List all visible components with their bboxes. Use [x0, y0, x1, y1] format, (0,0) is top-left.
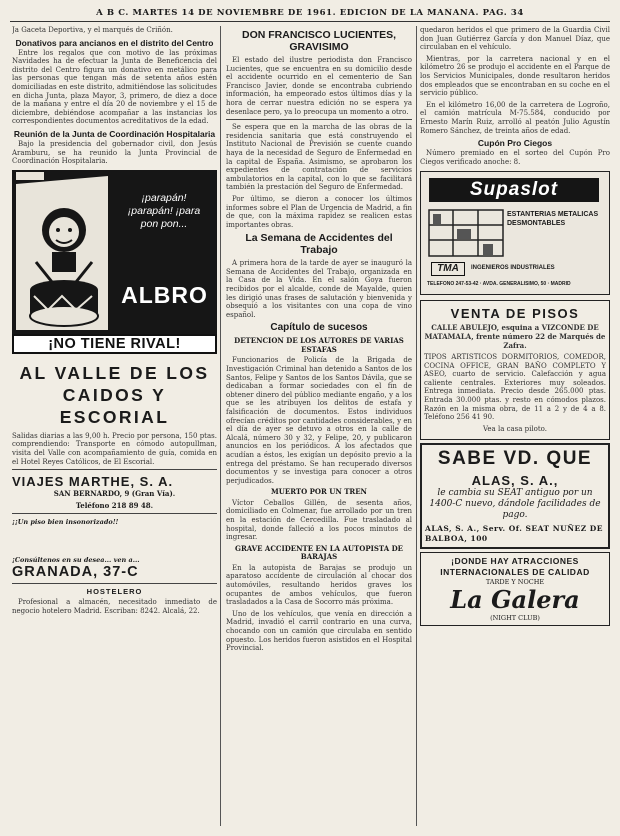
albro-advertisement — [12, 170, 217, 354]
supaslot-advertisement — [420, 171, 610, 295]
divider — [226, 119, 412, 120]
viajes-phone: Teléfono 218 89 48. — [75, 501, 154, 511]
article-title-accidentes: La Semana de Accidentes del Trabajo — [245, 232, 393, 257]
tma-logo: TMA — [431, 262, 465, 276]
galera-time: TARDE Y NOCHE — [485, 578, 545, 587]
article-body: Por último, se dieron a conocer los últimos informes sobre el Plan de Urgencia de Madrid, a fin de que, con la máxima rapidez se realicen estas importantes obras. — [226, 194, 412, 229]
column-rule — [416, 26, 417, 826]
article-tail: Ja Gaceta Deportiva, y el marqués de Criñón. — [12, 26, 173, 34]
subheading-autopista: GRAVE ACCIDENTE EN LA AUTOPISTA DE BARAJAS — [234, 543, 404, 562]
shelving-illustration — [427, 208, 507, 258]
article-body: Mientras, por la carretera nacional y en el kilómetro 26 se produjo el accidente en el Parque de los Servicios Municipales, donde resultaron heridos dos empleados que se encontraban en su coche en el servicio público. — [420, 54, 610, 98]
supaslot-line3: TELEFONO 247-53-42 · AVDA. GENERALISIMO, 50 · MADRID — [427, 281, 571, 288]
divider — [12, 469, 217, 470]
page-header: A B C. MARTES 14 DE NOVIEMBRE DE 1961. EDICION DE LA MAÑANA. PAG. 34 — [10, 8, 610, 22]
article-body: En la autopista de Barajas se produjo un aparatoso accidente de circulación al chocar dos automóviles, resultando heridos graves los ocupantes de ambos vehículos, que fueron trasladados a la Casa de Socorro más próxima. — [226, 563, 412, 607]
albro-jingle: ¡parapán! ¡parapán! ¡para pon pon... — [127, 191, 201, 230]
alas-headline: SABE VD. QUE — [437, 448, 593, 470]
pisos-details: TIPOS ARTISTICOS DORMITORIOS, COMEDOR, COCINA OFFICE, GRAN BAÑO COMPLETO Y ASEO, cuarto de servicio. Calefacción y agua caliente centrales. Exteriores muy soleados. Entrega inmediata. Precio desde 265.000 ptas. Entrada 30.000 ptas. y resto en cómodos plazos. Razón en la misma obra, de 11 a 2 y de 4 a 8. Teléfono 256 41 90. — [424, 353, 606, 422]
supaslot-logo: Supaslot — [429, 178, 599, 202]
alas-name: ALAS, S. A., — [471, 473, 559, 489]
pisos-note: Vea la casa piloto. — [483, 424, 547, 433]
viajes-address: SAN BERNARDO, 9 (Gran Vía). — [53, 489, 176, 499]
alas-footer: ALAS, S. A., Serv. Of. SEAT NUÑEZ DE BALBOA, 100 — [425, 524, 603, 544]
article-body: En el kilómetro 16,00 de la carretera de Logroño, el camión matrícula M-75.584, conducido por Ernesto Marín Ruiz, arrolló al peatón Julio Agustín Romero Sánchez, de treinta años de edad. — [420, 100, 610, 135]
venta-pisos-advertisement — [420, 300, 610, 440]
article-body: Bajo la presidencia del gobernador civil, don Jesús Aramburu, se ha reunido la Junta Provincial de Coordinación Hospitalaria. — [12, 139, 217, 166]
column-1 — [12, 26, 217, 828]
alas-advertisement — [420, 443, 610, 549]
granada-note: ¡Consúltenos en su desea... ven a... — [12, 556, 140, 565]
article-body: Funcionarios de Policía de la Brigada de Investigación Criminal han detenido a Santos de los Santos, Felipe y Santos de los Santos Dávila, que se dedicaban a formar sociedades con el fin de obtener dinero del público mediante engaño, y a los que se les atribuyen los delitos de estafa y falsificación de documentos. Estos individuos ofrecían créditos por cantidades considerables, y en el día de ayer se detuvo a otros en la calle de Alcalá, número 30 y 32, y Felipe, 20, y publicaron anuncios en los periódicos. A los afectados que acudían a éstos, les exigían un depósito previo a la entrega del préstamo. Se han recuperado diversos documentos y se investiga para conocer a otros perjudicados. — [226, 356, 412, 485]
divider — [12, 513, 217, 514]
article-tail: quedaron heridos el que primero de la Guardia Civil don Juan Gutiérrez García y don Manuel Díaz, que circulaban en el vehículo. — [420, 26, 610, 52]
albro-brand: ALBRO — [121, 281, 208, 308]
column-3 — [420, 26, 610, 828]
hostelero-body: Profesional a almacén, necesitado inmediato de negocio hotelero Madrid. Escriban: 8242. Alcalá, 22. — [12, 598, 217, 615]
supaslot-line1: ESTANTERIAS METALICAS DESMONTABLES — [507, 211, 599, 228]
article-body: Se espera que en la marcha de las obras de la residencia sanitaria que está construyendo el Instituto Nacional de Previsión se cuente cuando haya de la necesidad de Seguro de Enfermedad en la capital de España. Asimismo, se aprobaron los expedientes de contratación de servicios ambulatorios en la capital, con lo que se facilitará también la prestación del Seguro de Enfermedad. — [226, 123, 412, 192]
galera-club: (NIGHT CLUB) — [490, 614, 540, 623]
granada-note: ¡¡Un piso bien insonorizado!! — [12, 518, 119, 527]
article-title-junta: Reunión de la Junta de Coordinación Hospitalaria — [13, 128, 216, 139]
alas-text: le cambia su SEAT antiguo por un 1400-C nuevo, dándole facilidades de pago. — [429, 488, 601, 521]
article-body: Víctor Ceballos Gillén, de sesenta años, domiciliado en Colmenar, fue arrollado por un tren en la estación de Cercedilla. Fue trasladado al hospital, donde falleció a los pocos minutos de ingresar. — [226, 498, 412, 542]
supaslot-line2: INGENIEROS INDUSTRIALES — [471, 265, 555, 272]
albro-slogan: ¡NO TIENE RIVAL! — [12, 334, 217, 354]
subheading-estafas: DETENCION DE LOS AUTORES DE VARIAS ESTAFAS — [234, 336, 404, 354]
article-title-cupon: Cupón Pro Ciegos — [477, 138, 553, 149]
granada-name: GRANADA, 37-C — [12, 564, 139, 581]
subheading-tren: MUERTO POR UN TREN — [271, 487, 367, 497]
galera-text: ¡DONDE HAY ATRACCIONES INTERNACIONALES DE CALIDAD — [440, 556, 590, 578]
valle-headline: AL VALLE DE LOS CAIDOS Y ESCORIAL — [19, 362, 210, 427]
article-body: El estado del ilustre periodista don Francisco Lucientes, que se encuentra en su domicilio desde el accidente ocurrido en el cementerio de San Francisco Javier, donde se encontraba cubriendo información, ha empeorado estos últimos días y la hora de cerrar nuestra edición no se espera ya desenlace pero, ya lo preocupa un momento a otro. — [226, 56, 412, 116]
article-title-donativos: Donativos para ancianos en el distrito del Centro — [15, 37, 214, 48]
viajes-name: VIAJES MARTHE, S. A. — [12, 474, 174, 490]
galera-advertisement — [420, 552, 610, 626]
article-body: Entre los regalos que con motivo de las próximas Navidades ha de efectuar la Junta de Beneficencia del distrito del Centro figura un donativo en metálico para las personas que tengan más de setenta años estén domiciliadas en este distrito, admitiéndose las solicitudes en dicha Junta, plaza Mayor, 3, primero, de diez a doce de la mañana y entre el día 20 de noviembre y el 15 de diciembre, debiéndose acompañar a las instancias los correspondientes documentos acreditativos de la edad. — [12, 48, 217, 126]
valle-body: Salidas diarias a las 9,00 h. Precio por persona, 150 ptas. comprendiendo: Transporte en cómodo autopullman, visita del Valle con acompañamiento de guía, comida en el Hotel Reyes Católicos, de El Escorial. — [12, 431, 217, 466]
pisos-title: VENTA DE PISOS — [450, 306, 580, 322]
article-body: A primera hora de la tarde de ayer se inauguró la Semana de Accidentes del Trabajo, organizada en la Casa de la Vida. En el salón Goya fueron recibidos por el alcalde, conde de Mayalde, quien les dirigió unas frases de salutación y bienvenida y obsequió a los visitantes con una copa de vino español. — [226, 259, 412, 319]
galera-name: La Galera — [450, 585, 580, 615]
article-body: Número premiado en el sorteo del Cupón Pro Ciegos verificado anoche: 8. — [420, 149, 610, 166]
pisos-location: CALLE ABULEJO, esquina a VIZCONDE DE MATAMALA, frente número 22 de Marqués de Zafra. — [424, 323, 606, 350]
divider — [12, 583, 217, 584]
column-2 — [226, 26, 412, 828]
hostelero-title: HOSTELERO — [86, 587, 143, 597]
section-title-sucesos: Capítulo de sucesos — [270, 322, 368, 334]
article-title-lucientes: DON FRANCISCO LUCIENTES, GRAVISIMO — [241, 29, 396, 53]
article-body: Uno de los vehículos, que venía en dirección a Madrid, invadió el carril contrario en una curva, chocando con un camión que circulaba en sentido opuesto. Los heridos fueron asistidos en el Hospital Provincial. — [226, 609, 412, 653]
column-rule — [220, 26, 221, 826]
